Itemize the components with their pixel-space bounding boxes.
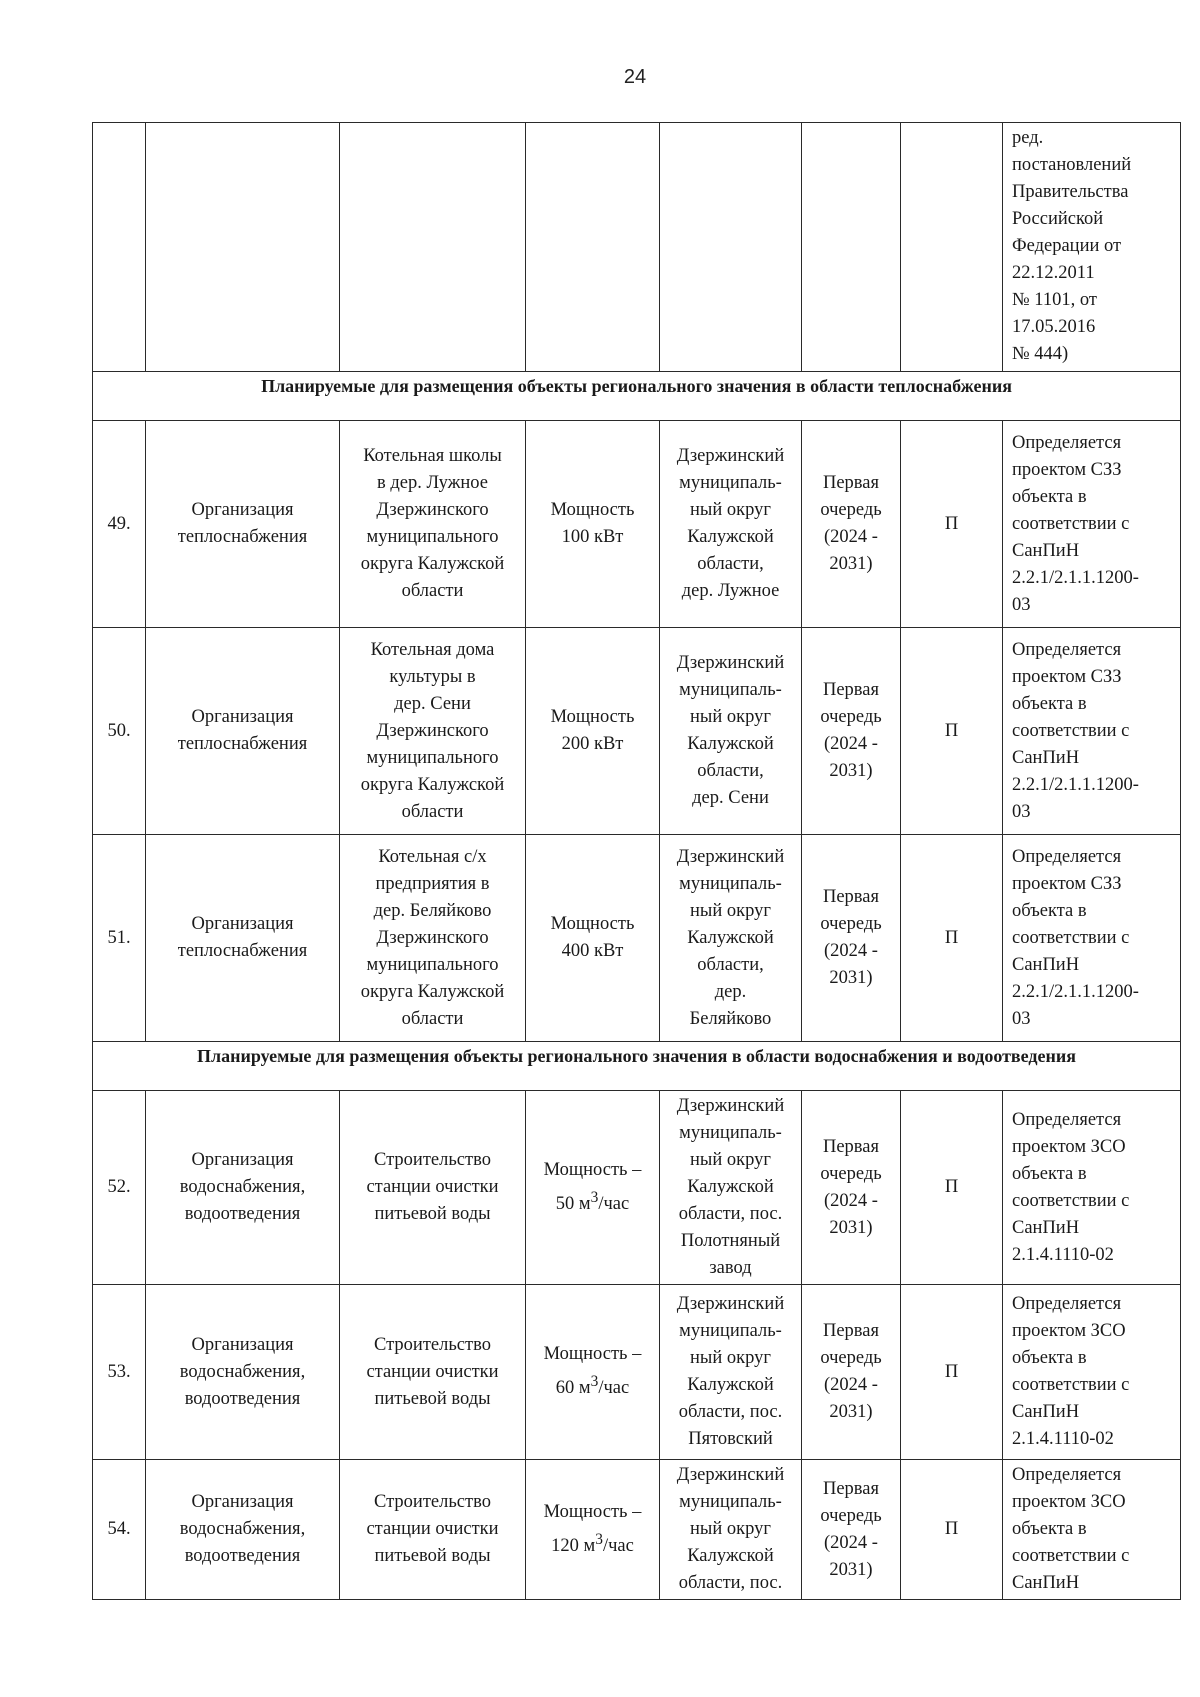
- cell-zone: Определяется проектом СЗЗ объекта в соответствии с СанПиН 2.2.1/2.1.1.1200- 03: [1003, 628, 1181, 835]
- cell-purpose: Организация теплоснабжения: [146, 835, 340, 1042]
- cell-zone: Определяется проектом ЗСО объекта в соответствии с СанПиН 2.1.4.1110-02: [1003, 1285, 1181, 1460]
- cell-capacity: [526, 123, 660, 372]
- cell-capacity: Мощность 100 кВт: [526, 421, 660, 628]
- cell-stage: Первая очередь (2024 - 2031): [802, 835, 901, 1042]
- cell-object: Строительство станции очистки питьевой воды: [340, 1091, 526, 1285]
- section-title-water: Планируемые для размещения объекты регионального значения в области водоснабжения и водоотведения: [93, 1042, 1181, 1091]
- cell-num: 52.: [93, 1091, 146, 1285]
- objects-table: [92, 122, 1181, 1600]
- cell-zone-note: ред. постановлений Правительства Российской Федерации от 22.12.2011 № 1101, от 17.05.2016 № 444): [1003, 123, 1181, 372]
- table-row: [93, 1091, 1181, 1285]
- section-heading-row: [93, 372, 1181, 421]
- cell-zone: Определяется проектом СЗЗ объекта в соответствии с СанПиН 2.2.1/2.1.1.1200- 03: [1003, 421, 1181, 628]
- cell-purpose: Организация теплоснабжения: [146, 421, 340, 628]
- cell-capacity: [526, 1285, 660, 1460]
- cell-num: 54.: [93, 1460, 146, 1600]
- table-row-continuation: [93, 123, 1181, 372]
- capacity-value: 120 м: [551, 1536, 596, 1557]
- capacity-prefix: Мощность –: [543, 1159, 642, 1180]
- section-title-heat: Планируемые для размещения объекты регионального значения в области теплоснабжения: [93, 372, 1181, 421]
- capacity-value: 60 м: [555, 1378, 591, 1399]
- cell-status: П: [901, 835, 1003, 1042]
- cell-location: Дзержинский муниципаль- ный округ Калужской области, пос.: [660, 1460, 802, 1600]
- cell-num: 51.: [93, 835, 146, 1042]
- cell-zone: Определяется проектом ЗСО объекта в соответствии с СанПиН: [1003, 1460, 1181, 1600]
- cell-location: Дзержинский муниципаль- ный округ Калужской области, пос. Пятовский: [660, 1285, 802, 1460]
- capacity-unit: /час: [598, 1378, 630, 1399]
- capacity-value: 50 м: [555, 1194, 591, 1215]
- cell-status: [901, 123, 1003, 372]
- capacity-unit: /час: [602, 1536, 634, 1557]
- cell-object: [340, 123, 526, 372]
- cell-num: [93, 123, 146, 372]
- cell-object: Строительство станции очистки питьевой воды: [340, 1285, 526, 1460]
- cell-stage: [802, 123, 901, 372]
- cell-stage: Первая очередь (2024 - 2031): [802, 1460, 901, 1600]
- cell-capacity: [526, 1091, 660, 1285]
- table-row: [93, 835, 1181, 1042]
- unit-superscript: 3: [595, 1530, 603, 1548]
- cell-num: 50.: [93, 628, 146, 835]
- cell-status: П: [901, 421, 1003, 628]
- cell-location: Дзержинский муниципаль- ный округ Калужской области, пос. Полотняный завод: [660, 1091, 802, 1285]
- cell-location: [660, 123, 802, 372]
- cell-purpose: Организация водоснабжения, водоотведения: [146, 1285, 340, 1460]
- unit-superscript: 3: [590, 1188, 599, 1206]
- cell-zone: Определяется проектом ЗСО объекта в соответствии с СанПиН 2.1.4.1110-02: [1003, 1091, 1181, 1285]
- cell-num: 49.: [93, 421, 146, 628]
- table-row: [93, 1460, 1181, 1600]
- unit-superscript: 3: [590, 1373, 599, 1391]
- cell-location: Дзержинский муниципаль- ный округ Калужской области, дер. Лужное: [660, 421, 802, 628]
- capacity-unit: /час: [598, 1194, 630, 1215]
- cell-purpose: Организация теплоснабжения: [146, 628, 340, 835]
- capacity-prefix: Мощность –: [543, 1344, 642, 1365]
- cell-location: Дзержинский муниципаль- ный округ Калужской области, дер. Сени: [660, 628, 802, 835]
- cell-status: П: [901, 628, 1003, 835]
- cell-purpose: Организация водоснабжения, водоотведения: [146, 1091, 340, 1285]
- cell-purpose: [146, 123, 340, 372]
- cell-capacity: Мощность 200 кВт: [526, 628, 660, 835]
- table-row: [93, 421, 1181, 628]
- table-row: [93, 1285, 1181, 1460]
- cell-capacity: Мощность 400 кВт: [526, 835, 660, 1042]
- cell-stage: Первая очередь (2024 - 2031): [802, 628, 901, 835]
- cell-status: П: [901, 1285, 1003, 1460]
- cell-object: Котельная с/х предприятия в дер. Беляйково Дзержинского муниципального округа Калужской области: [340, 835, 526, 1042]
- cell-object: Котельная дома культуры в дер. Сени Дзержинского муниципального округа Калужской области: [340, 628, 526, 835]
- cell-status: П: [901, 1460, 1003, 1600]
- cell-object: Строительство станции очистки питьевой воды: [340, 1460, 526, 1600]
- cell-stage: Первая очередь (2024 - 2031): [802, 421, 901, 628]
- cell-num: 53.: [93, 1285, 146, 1460]
- page-number: 24: [623, 66, 647, 88]
- capacity-prefix: Мощность –: [543, 1501, 642, 1522]
- cell-purpose: Организация водоснабжения, водоотведения: [146, 1460, 340, 1600]
- cell-object: Котельная школы в дер. Лужное Дзержинского муниципального округа Калужской области: [340, 421, 526, 628]
- cell-location: Дзержинский муниципаль- ный округ Калужской области, дер. Беляйково: [660, 835, 802, 1042]
- cell-stage: Первая очередь (2024 - 2031): [802, 1285, 901, 1460]
- cell-stage: Первая очередь (2024 - 2031): [802, 1091, 901, 1285]
- cell-status: П: [901, 1091, 1003, 1285]
- cell-capacity: [526, 1460, 660, 1600]
- section-heading-row: [93, 1042, 1181, 1091]
- table-row: [93, 628, 1181, 835]
- cell-zone: Определяется проектом СЗЗ объекта в соответствии с СанПиН 2.2.1/2.1.1.1200- 03: [1003, 835, 1181, 1042]
